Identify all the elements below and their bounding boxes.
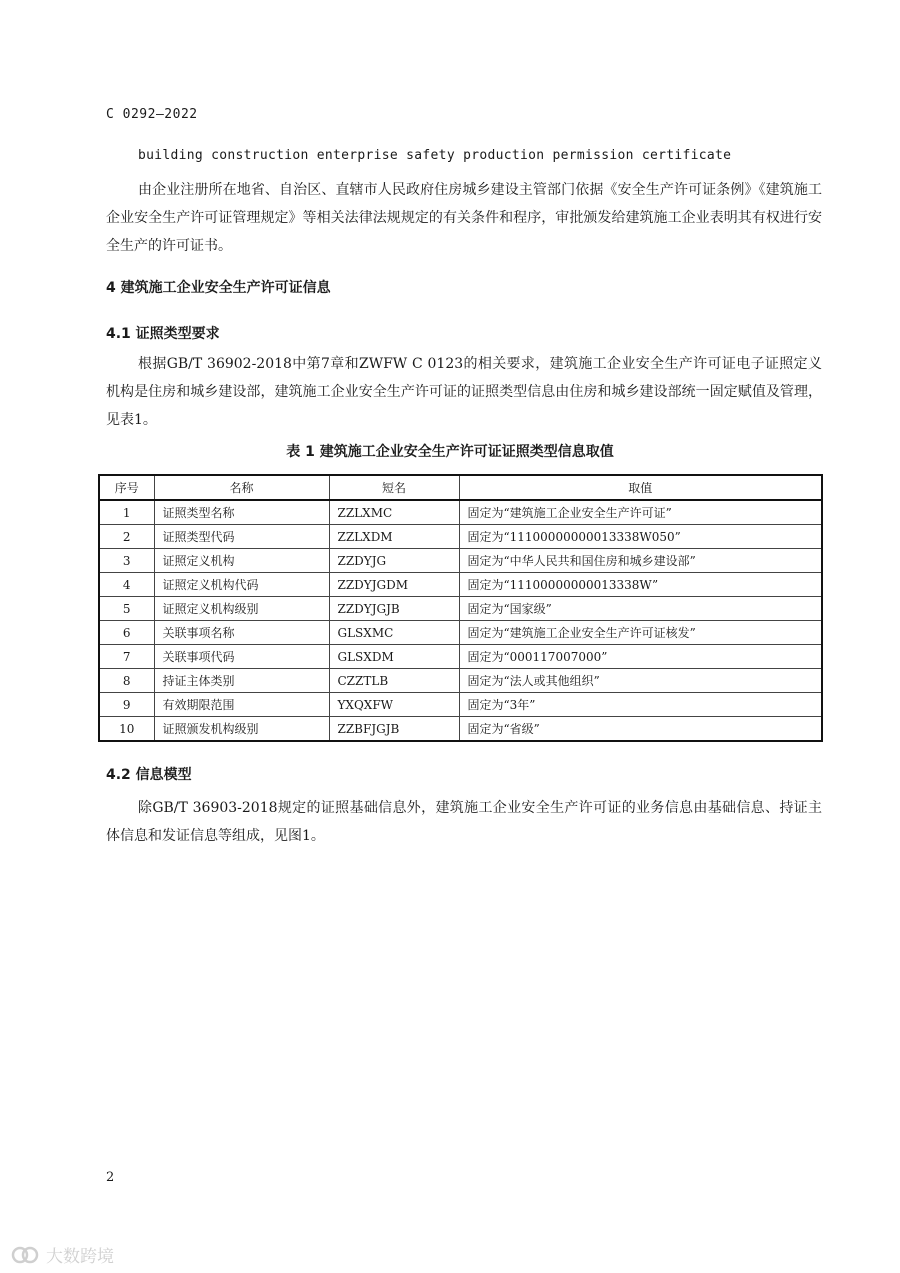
watermark-text: 大数跨境 xyxy=(46,1247,114,1267)
name-cell: 证照类型名称 xyxy=(154,500,329,525)
table-row xyxy=(99,693,822,717)
name-cell: 证照定义机构代码 xyxy=(154,573,329,597)
name-cell: 关联事项名称 xyxy=(154,621,329,645)
row-index-cell: 8 xyxy=(99,669,154,693)
table-row xyxy=(99,717,822,742)
value-cell: 固定为“3年” xyxy=(459,693,822,717)
row-index-cell: 10 xyxy=(99,717,154,742)
row-index-cell: 1 xyxy=(99,500,154,525)
table-row xyxy=(99,669,822,693)
row-index-cell: 2 xyxy=(99,525,154,549)
document-code: C 0292—2022 xyxy=(106,107,198,122)
value-cell: 固定为“建筑施工企业安全生产许可证核发” xyxy=(459,621,822,645)
short-name-cell: CZZTLB xyxy=(329,669,459,693)
header-cell: 短名 xyxy=(329,475,459,500)
value-cell: 固定为“中华人民共和国住房和城乡建设部” xyxy=(459,549,822,573)
row-index-cell: 4 xyxy=(99,573,154,597)
english-term: building construction enterprise safety production permission certificate xyxy=(138,148,732,163)
section-4-heading: 4 建筑施工企业安全生产许可证信息 xyxy=(106,280,331,296)
short-name-cell: ZZLXDM xyxy=(329,525,459,549)
watermark xyxy=(10,1242,114,1267)
value-cell: 固定为“000117007000” xyxy=(459,645,822,669)
name-cell: 证照类型代码 xyxy=(154,525,329,549)
watermark-logo-icon xyxy=(10,1243,40,1267)
value-cell: 固定为“建筑施工企业安全生产许可证” xyxy=(459,500,822,525)
table-row xyxy=(99,645,822,669)
definition-paragraph: 由企业注册所在地省、自治区、直辖市人民政府住房城乡建设主管部门依据《安全生产许可证条例》《建筑施工企业安全生产许可证管理规定》等相关法律法规规定的有关条件和程序，审批颁发给建筑施工企业表明其有权进行安全生产的许可证书。 xyxy=(106,182,822,254)
header-cell: 序号 xyxy=(99,475,154,500)
row-index-cell: 9 xyxy=(99,693,154,717)
table-row xyxy=(99,597,822,621)
row-index-cell: 7 xyxy=(99,645,154,669)
table-row xyxy=(99,525,822,549)
table-row xyxy=(99,549,822,573)
certificate-type-table xyxy=(98,474,823,742)
header-cell: 名称 xyxy=(154,475,329,500)
page-number: 2 xyxy=(106,1170,115,1185)
name-cell: 有效期限范围 xyxy=(154,693,329,717)
value-cell: 固定为“11100000000013338W” xyxy=(459,573,822,597)
short-name-cell: ZZLXMC xyxy=(329,500,459,525)
value-cell: 固定为“省级” xyxy=(459,717,822,742)
short-name-cell: GLSXDM xyxy=(329,645,459,669)
short-name-cell: ZZDYJG xyxy=(329,549,459,573)
short-name-cell: YXQXFW xyxy=(329,693,459,717)
row-index-cell: 5 xyxy=(99,597,154,621)
row-index-cell: 3 xyxy=(99,549,154,573)
table-row xyxy=(99,621,822,645)
table-row xyxy=(99,500,822,525)
table-header-row xyxy=(99,475,822,500)
table-caption: 表 1 建筑施工企业安全生产许可证证照类型信息取值 xyxy=(286,444,614,460)
short-name-cell: ZZBFJGJB xyxy=(329,717,459,742)
short-name-cell: GLSXMC xyxy=(329,621,459,645)
section-4-1-heading: 4.1 证照类型要求 xyxy=(106,326,220,342)
value-cell: 固定为“法人或其他组织” xyxy=(459,669,822,693)
name-cell: 关联事项代码 xyxy=(154,645,329,669)
value-cell: 固定为“国家级” xyxy=(459,597,822,621)
short-name-cell: ZZDYJGDM xyxy=(329,573,459,597)
table-row xyxy=(99,573,822,597)
name-cell: 证照定义机构级别 xyxy=(154,597,329,621)
name-cell: 证照定义机构 xyxy=(154,549,329,573)
row-index-cell: 6 xyxy=(99,621,154,645)
section-4-2-paragraph: 除GB/T 36903-2018规定的证照基础信息外，建筑施工企业安全生产许可证的业务信息由基础信息、持证主体信息和发证信息等组成，见图1。 xyxy=(106,800,822,844)
short-name-cell: ZZDYJGJB xyxy=(329,597,459,621)
name-cell: 持证主体类别 xyxy=(154,669,329,693)
section-4-1-paragraph: 根据GB/T 36902-2018中第7章和ZWFW C 0123的相关要求，建筑施工企业安全生产许可证电子证照定义机构是住房和城乡建设部，建筑施工企业安全生产许可证的证照类型信息由住房和城乡建设部统一固定赋值及管理，见表1。 xyxy=(106,356,822,428)
name-cell: 证照颁发机构级别 xyxy=(154,717,329,742)
value-cell: 固定为“11100000000013338W050” xyxy=(459,525,822,549)
section-4-2-heading: 4.2 信息模型 xyxy=(106,767,192,783)
header-cell: 取值 xyxy=(459,475,822,500)
